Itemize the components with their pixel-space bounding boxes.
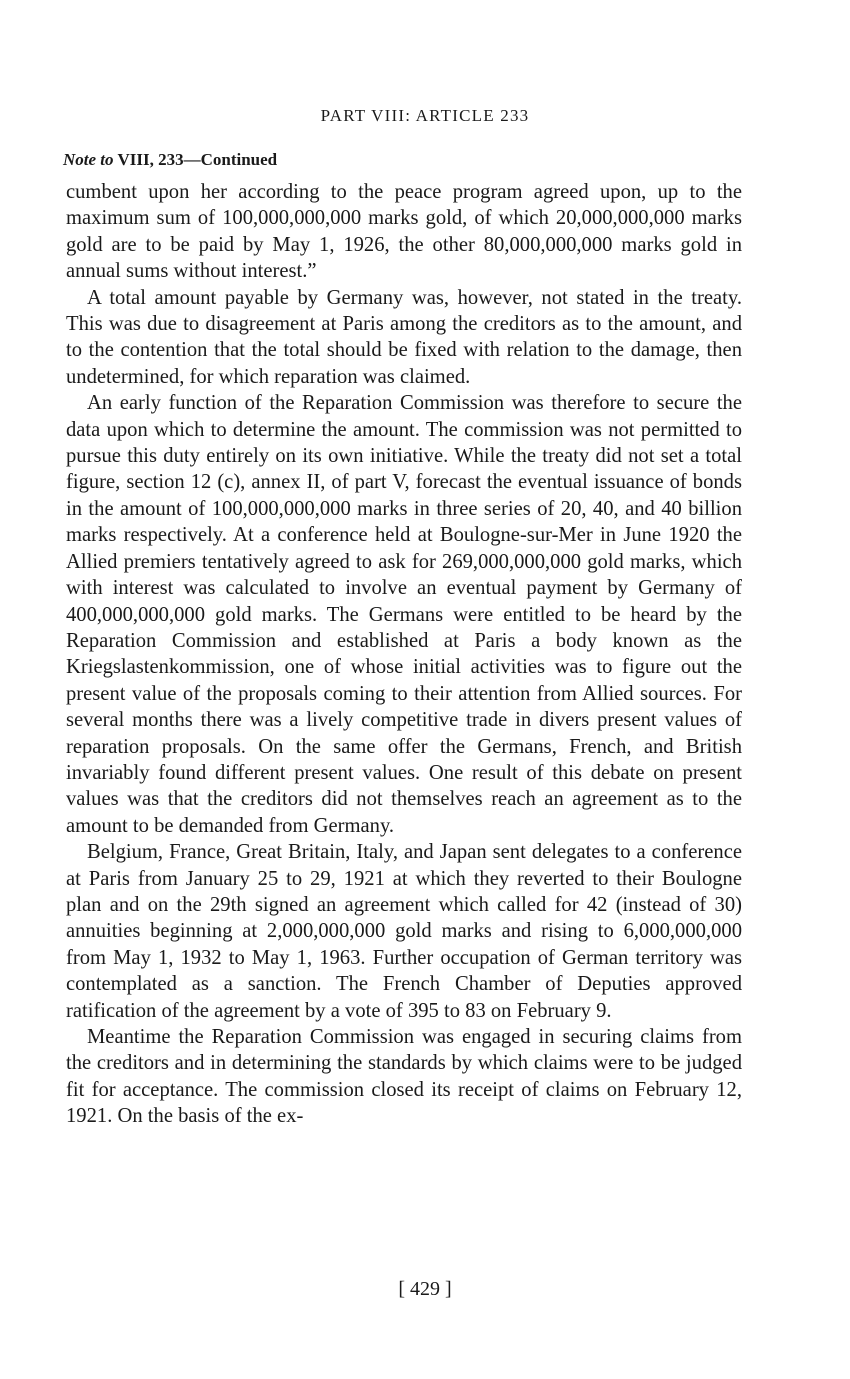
note-label-rest: VIII, 233—Continued [117,150,278,169]
paragraph: Meantime the Reparation Commission was engaged in securing claims from the creditors and in determining the standards by which claims were to be judged fit for acceptance. The commission closed its receipt of claims on February 12, 1921. On the basis of the ex- [66,1026,742,1128]
page-number: [ 429 ] [398,1278,452,1300]
body-text [66,179,742,1130]
note-heading [63,150,277,170]
paragraph: An early function of the Reparation Commission was therefore to secure the data upon which to determine the amount. The commission was not permitted to pursue this duty entirely on its own initiative. While the treaty did not set a total figure, section 12 (c), annex II, of part V, forecast the eventual issuance of bonds in the amount of 100,000,000,000 marks in three series of 20, 40, and 40 billion marks respectively. At a conference held at Boulogne-sur-Mer in June 1920 the Allied premiers tentatively agreed to ask for 269,000,000,000 gold marks, which with interest was calculated to involve an eventual payment by Germany of 400,000,000,000 gold marks. The Germans were entitled to be heard by the Reparation Commission and established at Paris a body known as the Kriegslastenkommission, one of whose initial activities was to figure out the present value of the proposals coming to their attention from Allied sources. For several months there was a lively competitive trade in divers present values of reparation proposals. On the same offer the Germans, French, and British invariably found different present values. One result of this debate on present values was that the creditors did not themselves reach an agreement as to the amount to be demanded from Germany. [66,392,742,837]
paragraph: A total amount payable by Germany was, however, not stated in the treaty. This was due to disagreement at Paris among the creditors as to the amount, and to the contention that the total should be fixed with relation to the damage, then undetermined, for which reparation was claimed. [66,286,742,388]
note-label-prefix: Note to [63,150,114,169]
paragraph-continued: cumbent upon her according to the peace program agreed upon, up to the maximum sum of 100,000,000,000 marks gold, of which 20,000,000,000 marks gold are to be paid by May 1, 1926, the other 80,000,000,000 marks gold in annual sums without interest.” [66,181,742,283]
paragraph: Belgium, France, Great Britain, Italy, and Japan sent delegates to a conference at Paris from January 25 to 29, 1921 at which they reverted to their Boulogne plan and on the 29th signed an agreement which called for 42 (instead of 30) annuities beginning at 2,000,000,000 gold marks and rising to 6,000,000,000 from May 1, 1932 to May 1, 1963. Further occupation of German territory was contemplated as a sanction. The French Chamber of Deputies approved ratification of the agreement by a vote of 395 to 83 on February 9. [66,841,742,1022]
running-head: PART VIII: ARTICLE 233 [320,106,530,125]
